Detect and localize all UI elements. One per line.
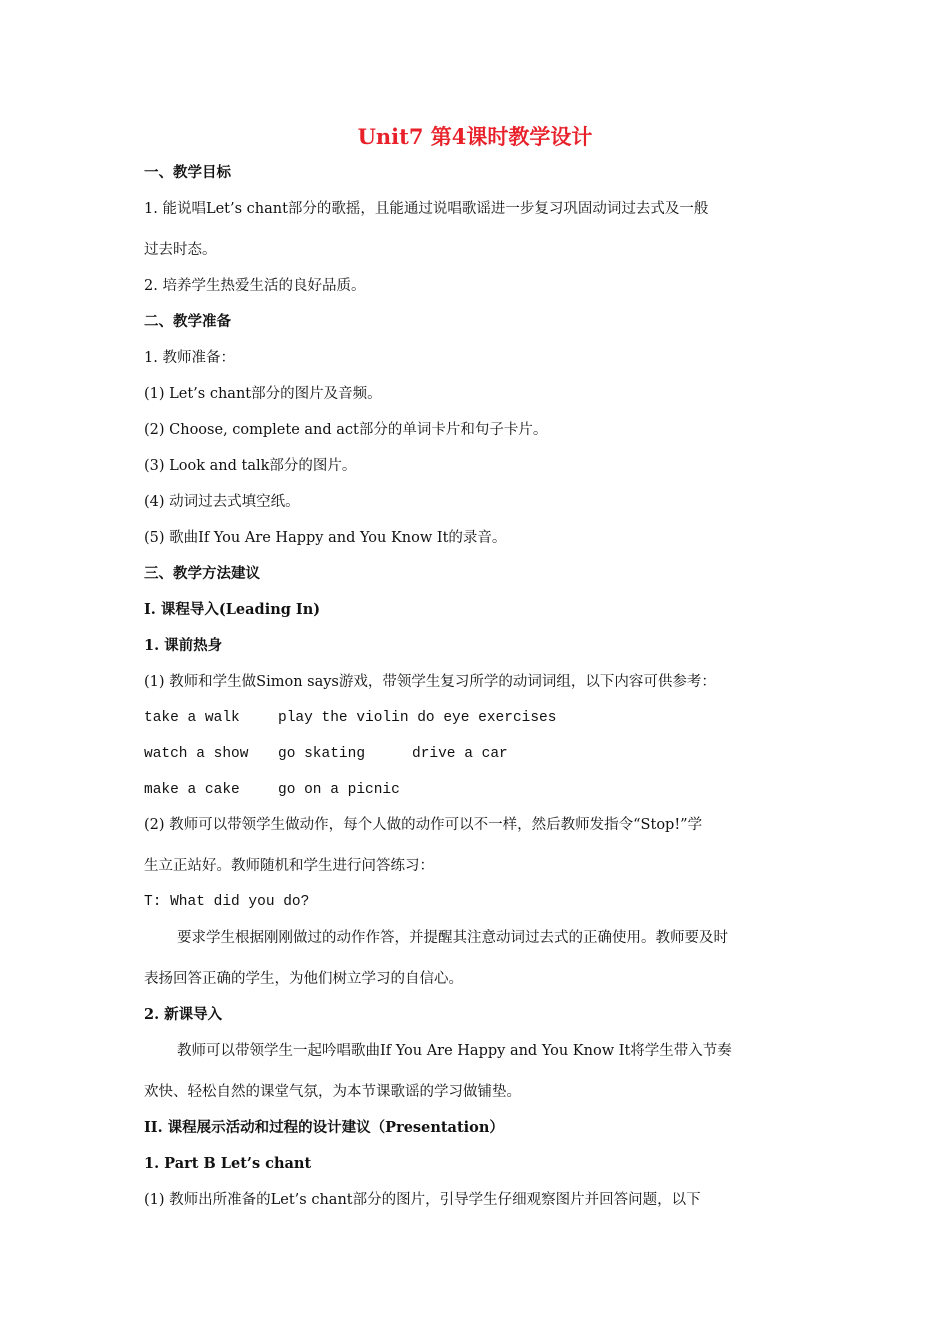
goal-item-2: 2. 培养学生热爱生活的良好品质。 — [144, 278, 366, 294]
new-lesson-heading: 2. 新课导入 — [144, 1006, 223, 1023]
phrase-watch-show: watch a show — [144, 746, 249, 762]
warmup-item-1: (1) 教师和学生做Simon says游戏，带领学生复习所学的动词词组，以下内容可供参考： — [144, 674, 716, 690]
prep-sub-2: (2) Choose, complete and act部分的单词卡片和句子卡片。 — [144, 422, 548, 438]
prep-sub-5: (5) 歌曲If You Are Happy and You Know It的录音。 — [144, 530, 507, 546]
partb-heading: 1. Part B Let’s chant — [144, 1155, 312, 1172]
section-heading-preparation: 二、教学准备 — [144, 313, 231, 330]
paragraph-1-line1: 要求学生根据刚刚做过的动作作答，并提醒其注意动词过去式的正确使用。教师要及时 — [177, 930, 728, 946]
goal-item-1-line2: 过去时态。 — [144, 242, 217, 258]
goal-item-1-line1: 1. 能说唱Let’s chant部分的歌摇，且能通过说唱歌谣进一步复习巩固动词过去式及一般 — [144, 201, 709, 217]
warmup-heading: 1. 课前热身 — [144, 637, 223, 654]
phrase-make-cake: make a cake — [144, 782, 240, 798]
part1-heading: I. 课程导入(Leading In) — [144, 601, 321, 618]
part2-heading: II. 课程展示活动和过程的设计建议（Presentation） — [144, 1119, 504, 1136]
prep-item-1: 1. 教师准备： — [144, 350, 235, 366]
prep-sub-4: (4) 动词过去式填空纸。 — [144, 494, 300, 510]
phrase-drive-car: drive a car — [412, 746, 508, 762]
prep-sub-3: (3) Look and talk部分的图片。 — [144, 458, 357, 474]
warmup-item-2-line1: (2) 教师可以带领学生做动作，每个人做的动作可以不一样，然后教师发指令“Stop!”学 — [144, 817, 703, 833]
warmup-item-2-line2: 生立正站好。教师随机和学生进行问答练习： — [144, 858, 434, 874]
dialog-teacher: T: What did you do? — [144, 894, 310, 910]
prep-sub-1: (1) Let’s chant部分的图片及音频。 — [144, 386, 382, 402]
paragraph-2-line1: 教师可以带领学生一起吟唱歌曲If You Are Happy and You Know It将学生带入节奏 — [177, 1043, 732, 1059]
phrase-take-a-walk: take a walk — [144, 710, 240, 726]
phrase-go-skating: go skating — [278, 746, 366, 762]
section-heading-methods: 三、教学方法建议 — [144, 565, 260, 582]
section-heading-goals: 一、教学目标 — [144, 164, 231, 181]
partb-item-1: (1) 教师出所准备的Let’s chant部分的图片，引导学生仔细观察图片并回答问题，以下 — [144, 1192, 701, 1208]
phrase-go-picnic: go on a picnic — [278, 782, 400, 798]
phrase-play-violin: play the violin do eye exercises — [278, 710, 557, 726]
paragraph-2-line2: 欢快、轻松自然的课堂气氛，为本节课歌谣的学习做铺垫。 — [144, 1084, 521, 1100]
paragraph-1-line2: 表扬回答正确的学生，为他们树立学习的自信心。 — [144, 971, 463, 987]
document-title: Unit7 第4课时教学设计 — [357, 124, 593, 149]
